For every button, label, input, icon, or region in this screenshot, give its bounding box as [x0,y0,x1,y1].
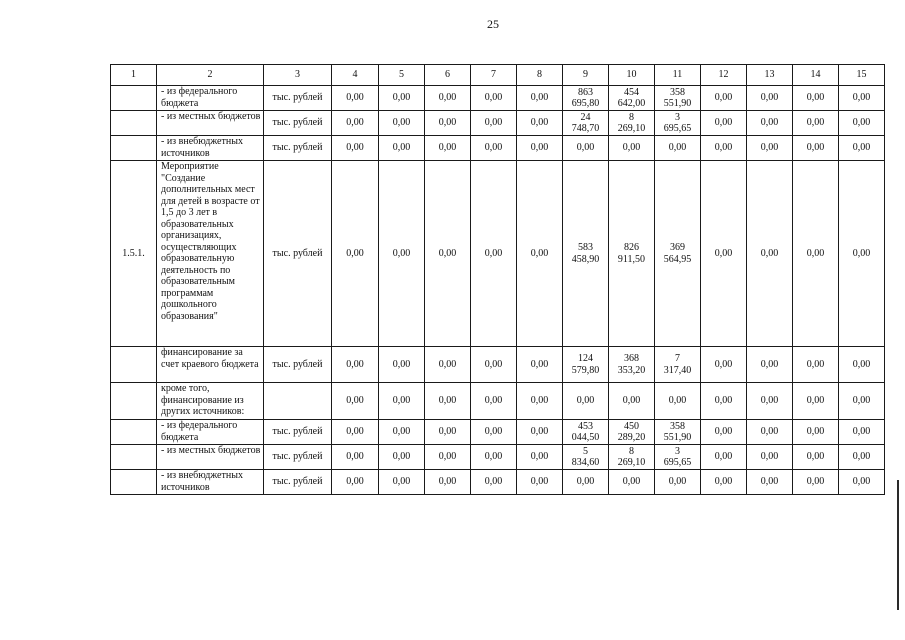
column-number: 2 [157,65,264,86]
unit-cell: тыс. рублей [264,445,332,470]
value-cell: 0,00 [471,161,517,347]
value-cell: 0,00 [379,136,425,161]
value-cell: 8 269,10 [609,111,655,136]
column-number: 8 [517,65,563,86]
value-cell: 0,00 [839,86,885,111]
description-cell: - из местных бюджетов [157,111,264,136]
value-cell: 0,00 [701,383,747,420]
row-number-cell [111,86,157,111]
value-cell: 5 834,60 [563,445,609,470]
value-cell: 0,00 [517,136,563,161]
column-number: 13 [747,65,793,86]
value-cell: 0,00 [379,347,425,383]
value-cell: 0,00 [747,347,793,383]
table-row [111,161,885,347]
unit-cell: тыс. рублей [264,136,332,161]
unit-cell: тыс. рублей [264,111,332,136]
value-cell: 0,00 [793,86,839,111]
value-cell: 24 748,70 [563,111,609,136]
column-number: 6 [425,65,471,86]
value-cell: 0,00 [839,136,885,161]
value-cell: 0,00 [839,347,885,383]
unit-cell: тыс. рублей [264,161,332,347]
value-cell: 0,00 [425,136,471,161]
value-cell: 0,00 [839,111,885,136]
value-cell: 8 269,10 [609,445,655,470]
value-cell: 0,00 [379,111,425,136]
row-number-cell [111,420,157,445]
unit-cell: тыс. рублей [264,420,332,445]
value-cell: 863 695,80 [563,86,609,111]
value-cell: 0,00 [701,161,747,347]
value-cell: 0,00 [379,420,425,445]
scan-edge-mark [897,480,899,610]
table-row [111,136,885,161]
column-number: 7 [471,65,517,86]
value-cell: 369 564,95 [655,161,701,347]
value-cell: 7 317,40 [655,347,701,383]
value-cell: 0,00 [793,136,839,161]
table-body [111,65,885,495]
value-cell: 0,00 [701,111,747,136]
value-cell: 0,00 [471,445,517,470]
value-cell: 0,00 [332,420,379,445]
description-cell: финансирование за счет краевого бюджета [157,347,264,383]
value-cell: 0,00 [701,445,747,470]
value-cell: 0,00 [471,383,517,420]
value-cell: 0,00 [379,383,425,420]
value-cell: 0,00 [793,383,839,420]
column-number: 15 [839,65,885,86]
description-cell: - из внебюджетных источников [157,470,264,495]
description-cell: - из местных бюджетов [157,445,264,470]
value-cell: 0,00 [332,161,379,347]
value-cell: 0,00 [609,470,655,495]
value-cell: 0,00 [425,347,471,383]
column-number: 9 [563,65,609,86]
table-row [111,86,885,111]
value-cell: 0,00 [793,111,839,136]
value-cell: 0,00 [425,111,471,136]
value-cell: 0,00 [747,420,793,445]
value-cell: 358 551,90 [655,420,701,445]
column-number: 11 [655,65,701,86]
value-cell: 0,00 [793,347,839,383]
page-number: 25 [487,17,499,31]
column-number: 10 [609,65,655,86]
value-cell: 0,00 [563,136,609,161]
value-cell: 0,00 [655,470,701,495]
value-cell: 453 044,50 [563,420,609,445]
row-number-cell [111,347,157,383]
value-cell: 0,00 [471,136,517,161]
table-row [111,347,885,383]
value-cell: 0,00 [747,111,793,136]
value-cell: 0,00 [425,86,471,111]
column-number: 14 [793,65,839,86]
value-cell: 3 695,65 [655,111,701,136]
value-cell: 0,00 [701,470,747,495]
value-cell: 0,00 [517,445,563,470]
value-cell: 0,00 [332,86,379,111]
value-cell: 454 642,00 [609,86,655,111]
value-cell: 0,00 [471,86,517,111]
description-cell: - из федерального бюджета [157,86,264,111]
value-cell: 583 458,90 [563,161,609,347]
value-cell: 0,00 [701,347,747,383]
column-number: 5 [379,65,425,86]
value-cell: 0,00 [655,383,701,420]
table-row [111,420,885,445]
column-number: 3 [264,65,332,86]
value-cell: 0,00 [332,383,379,420]
value-cell: 0,00 [332,470,379,495]
value-cell: 0,00 [839,420,885,445]
value-cell: 0,00 [471,347,517,383]
value-cell: 0,00 [609,383,655,420]
value-cell: 0,00 [793,445,839,470]
description-cell: Мероприятие "Создание дополнительных мест для детей в возрасте от 1,5 до 3 лет в образовательных организациях, осуществляющих образовательную деятельность по образовательным программам дошкольного образования" [157,161,264,347]
value-cell: 0,00 [793,470,839,495]
value-cell: 0,00 [471,420,517,445]
value-cell: 0,00 [517,161,563,347]
value-cell: 0,00 [379,470,425,495]
value-cell: 0,00 [747,86,793,111]
value-cell: 0,00 [747,445,793,470]
value-cell: 0,00 [471,111,517,136]
unit-cell: тыс. рублей [264,347,332,383]
value-cell: 0,00 [517,111,563,136]
value-cell: 450 289,20 [609,420,655,445]
value-cell: 368 353,20 [609,347,655,383]
value-cell: 0,00 [425,420,471,445]
value-cell: 0,00 [793,161,839,347]
value-cell: 0,00 [332,347,379,383]
unit-cell [264,383,332,420]
value-cell: 0,00 [332,445,379,470]
description-cell: - из внебюджетных источников [157,136,264,161]
column-number-row [111,65,885,86]
value-cell: 826 911,50 [609,161,655,347]
value-cell: 0,00 [839,161,885,347]
unit-cell: тыс. рублей [264,470,332,495]
column-number: 1 [111,65,157,86]
value-cell: 0,00 [563,470,609,495]
row-number-cell [111,383,157,420]
value-cell: 0,00 [701,86,747,111]
value-cell: 0,00 [609,136,655,161]
value-cell: 0,00 [517,383,563,420]
value-cell: 0,00 [379,161,425,347]
value-cell: 0,00 [747,136,793,161]
value-cell: 0,00 [701,420,747,445]
row-number-cell [111,470,157,495]
unit-cell: тыс. рублей [264,86,332,111]
value-cell: 0,00 [379,86,425,111]
value-cell: 0,00 [425,383,471,420]
value-cell: 0,00 [517,470,563,495]
value-cell: 0,00 [747,383,793,420]
table-row [111,111,885,136]
row-number-cell [111,111,157,136]
description-cell: - из федерального бюджета [157,420,264,445]
value-cell: 0,00 [839,470,885,495]
value-cell: 0,00 [517,420,563,445]
column-number: 4 [332,65,379,86]
value-cell: 0,00 [747,470,793,495]
value-cell: 0,00 [839,445,885,470]
value-cell: 0,00 [747,161,793,347]
table-row [111,445,885,470]
row-number-cell: 1.5.1. [111,161,157,347]
row-number-cell [111,445,157,470]
value-cell: 0,00 [517,347,563,383]
table-row [111,383,885,420]
value-cell: 0,00 [332,111,379,136]
column-number: 12 [701,65,747,86]
value-cell: 0,00 [793,420,839,445]
value-cell: 0,00 [425,470,471,495]
description-cell: кроме того, финансирование из других источников: [157,383,264,420]
value-cell: 358 551,90 [655,86,701,111]
value-cell: 0,00 [517,86,563,111]
table-row [111,470,885,495]
value-cell: 0,00 [655,136,701,161]
value-cell: 0,00 [425,161,471,347]
value-cell: 0,00 [379,445,425,470]
budget-table [110,64,885,495]
value-cell: 0,00 [839,383,885,420]
value-cell: 0,00 [425,445,471,470]
value-cell: 3 695,65 [655,445,701,470]
value-cell: 0,00 [471,470,517,495]
value-cell: 0,00 [563,383,609,420]
value-cell: 124 579,80 [563,347,609,383]
value-cell: 0,00 [701,136,747,161]
row-number-cell [111,136,157,161]
value-cell: 0,00 [332,136,379,161]
